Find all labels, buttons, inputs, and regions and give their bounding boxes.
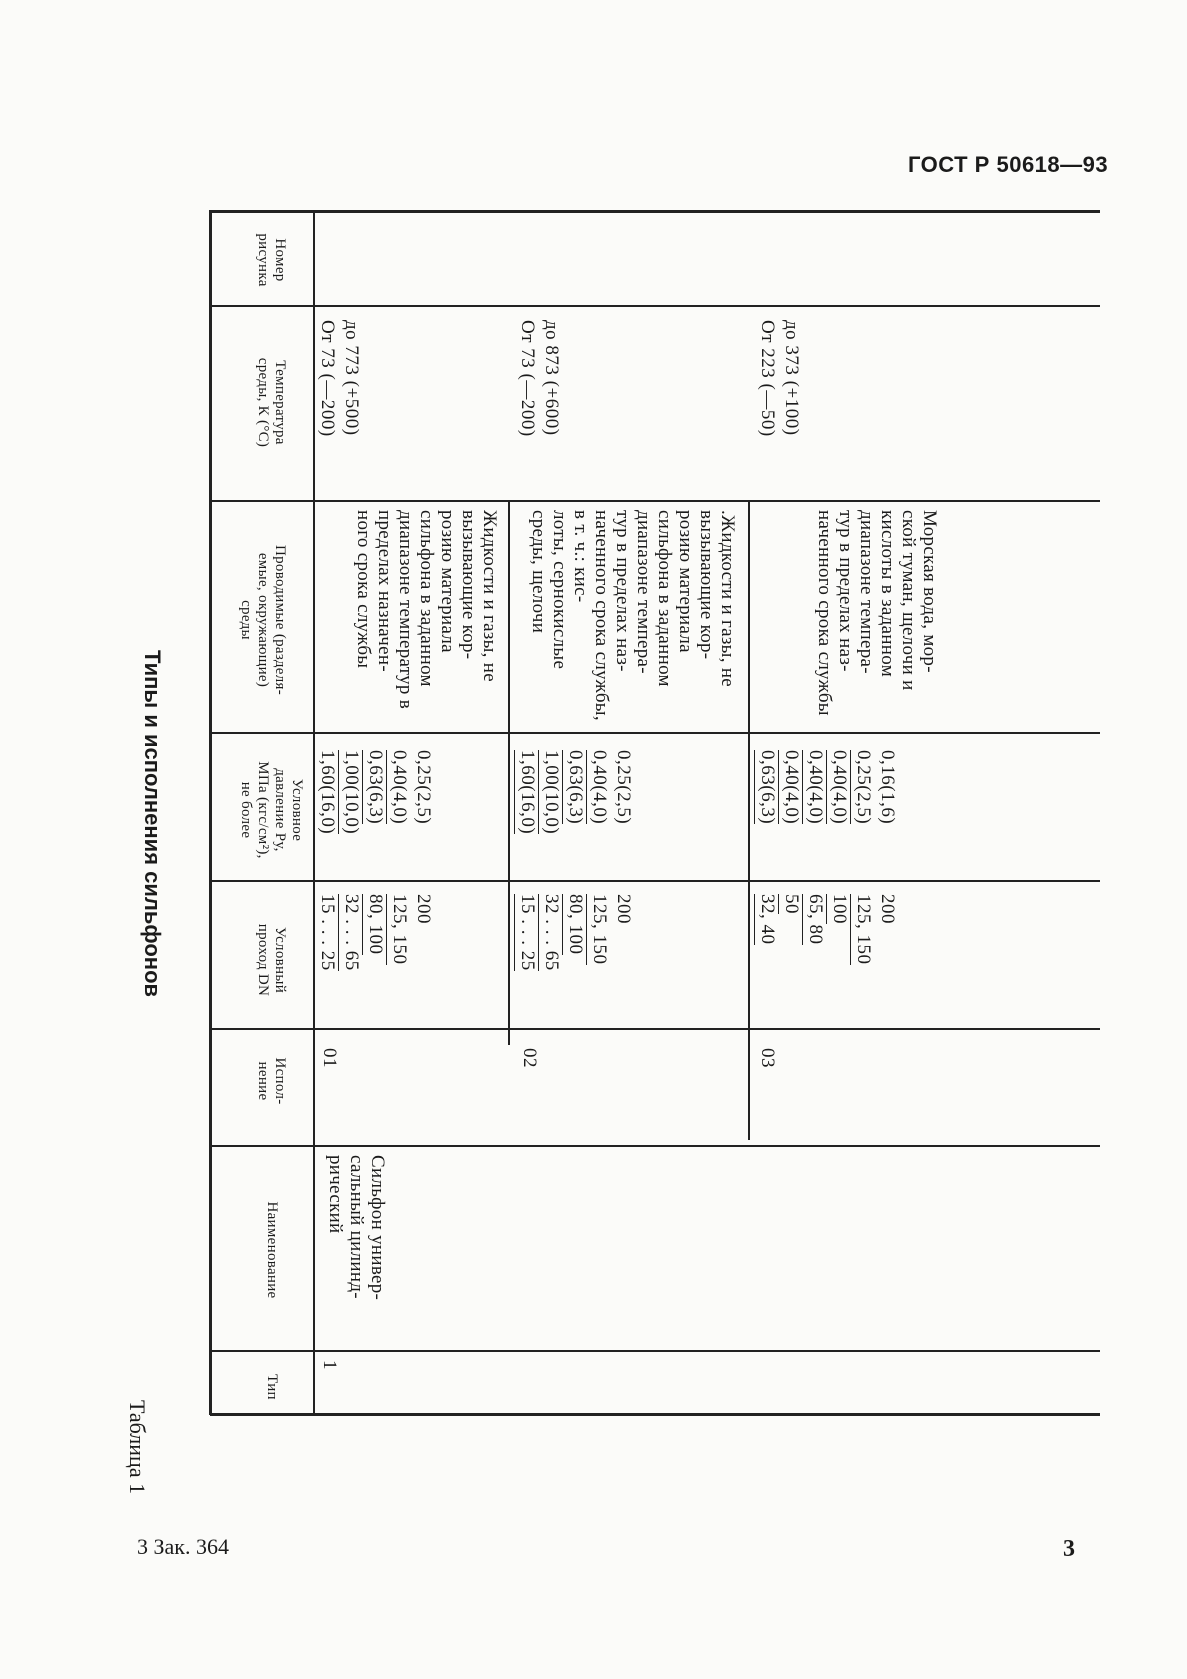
media-03: Морская вода, мор- ской туман, щелочи и кислоты в заданном диапазоне темпера- тур в пределах наз- наченного срока службы — [814, 510, 940, 716]
dn-cell: 200 — [613, 894, 634, 924]
temperature-03-from: От 223 (—50) — [757, 320, 778, 437]
dn-cell: 125, 150 — [586, 894, 610, 965]
pressure-cell: 1,00(10,0) — [538, 750, 562, 834]
pressure-cell: 1,60(16,0) — [314, 750, 338, 834]
dn-cell: 125, 150 — [386, 894, 410, 965]
pressure-cell: 0,40(4,0) — [802, 750, 826, 824]
header-media: Проводимые (разделя- емые, окружающие) среды — [238, 545, 288, 695]
pressure-cell: 0,63(6,3) — [562, 750, 586, 824]
dn-cell: 15 . . . 25 — [514, 894, 538, 971]
variant-03: 03 — [757, 1048, 778, 1068]
group-sep-02 — [509, 500, 511, 1045]
header-type: Тип — [264, 1374, 280, 1400]
header-dn: Условный проход DN — [255, 923, 288, 997]
dn-cell: 32, 40 — [754, 894, 778, 945]
dn-cell: 32 . . . 65 — [538, 894, 562, 971]
order-number: 3 Зак. 364 — [137, 1534, 229, 1559]
dn-cell: 200 — [413, 894, 434, 924]
header-figure: Номер рисунка — [255, 233, 288, 287]
pressure-cell: 0,16(1,6) — [877, 750, 898, 825]
table-caption: Таблица 1 — [125, 1400, 150, 1495]
table-top-rule — [210, 210, 213, 1415]
pressure-cell: 0,40(4,0) — [826, 750, 850, 824]
header-temperature: Температура среды, К (°С) — [255, 357, 288, 448]
variant-01: 01 — [319, 1048, 340, 1068]
media-02: .Жидкости и газы, не вызывающие кор- розию материала сильфона в заданном диапазоне темпера- тур в пределах наз- наченного срока службы, в т. ч.: кис- лоты, сернокислые среды, щелочи — [528, 510, 738, 721]
row-type: 1 — [319, 1360, 340, 1370]
temperature-01-from: От 73 (—200) — [317, 320, 338, 437]
col-sep — [210, 732, 1100, 734]
col-sep — [210, 880, 1100, 882]
row-name: Сильфон универ- сальный цилинд- рический — [325, 1155, 388, 1301]
temperature-01-to: до 773 (+500) — [341, 320, 362, 436]
group-sep-03 — [749, 500, 751, 1140]
dn-cell: 15 . . . 25 — [314, 894, 338, 971]
dn-cell: 50 — [778, 894, 802, 914]
pressure-cell: 0,40(4,0) — [778, 750, 802, 824]
pressure-cell: 0,63(6,3) — [362, 750, 386, 824]
dn-cell: 32 . . . 65 — [338, 894, 362, 971]
col-sep — [210, 1028, 1100, 1030]
pressure-cell: 0,25(2,5) — [850, 750, 874, 824]
temperature-02-to: до 873 (+600) — [541, 320, 562, 436]
table-title: Типы и исполнения сильфонов — [140, 650, 165, 998]
header-pressure: Условное давление Pу, МПа (кгс/см²), не более — [238, 761, 305, 859]
header-variant: Испол- нение — [255, 1057, 288, 1105]
temperature-02-from: От 73 (—200) — [517, 320, 538, 437]
table-right-rule — [210, 1413, 1100, 1416]
col-sep — [210, 1350, 1100, 1352]
pressure-cell: 0,25(2,5) — [413, 750, 434, 825]
col-sep — [210, 1145, 1100, 1147]
pressure-cell: 0,40(4,0) — [386, 750, 410, 824]
pressure-cell: 1,60(16,0) — [514, 750, 538, 834]
dn-cell: 65, 80 — [802, 894, 826, 945]
pressure-cell: 0,63(6,3) — [754, 750, 778, 824]
pressure-cell: 0,40(4,0) — [586, 750, 610, 824]
pressure-cell: 1,00(10,0) — [338, 750, 362, 834]
dn-cell: 200 — [877, 894, 898, 924]
dn-cell: 80, 100 — [562, 894, 586, 955]
dn-cell: 100 — [826, 894, 850, 924]
table-left-rule — [210, 210, 1100, 213]
page-number: 3 — [1063, 1536, 1075, 1562]
col-sep — [210, 305, 1100, 307]
temperature-03-to: до 373 (+100) — [781, 320, 802, 436]
rotated-table-page — [125, 210, 1100, 1510]
pressure-cell: 0,25(2,5) — [613, 750, 634, 825]
header-name: Наименование — [264, 1201, 280, 1299]
dn-cell: 125, 150 — [850, 894, 874, 965]
variant-02: 02 — [519, 1048, 540, 1068]
media-01: Жидкости и газы, не вызывающие кор- розию материала сильфона в заданном диапазоне температур в пределах назначен- ного срока службы — [353, 510, 500, 710]
col-sep — [210, 500, 1100, 502]
dn-cell: 80, 100 — [362, 894, 386, 955]
standard-number: ГОСТ Р 50618—93 — [908, 152, 1109, 177]
